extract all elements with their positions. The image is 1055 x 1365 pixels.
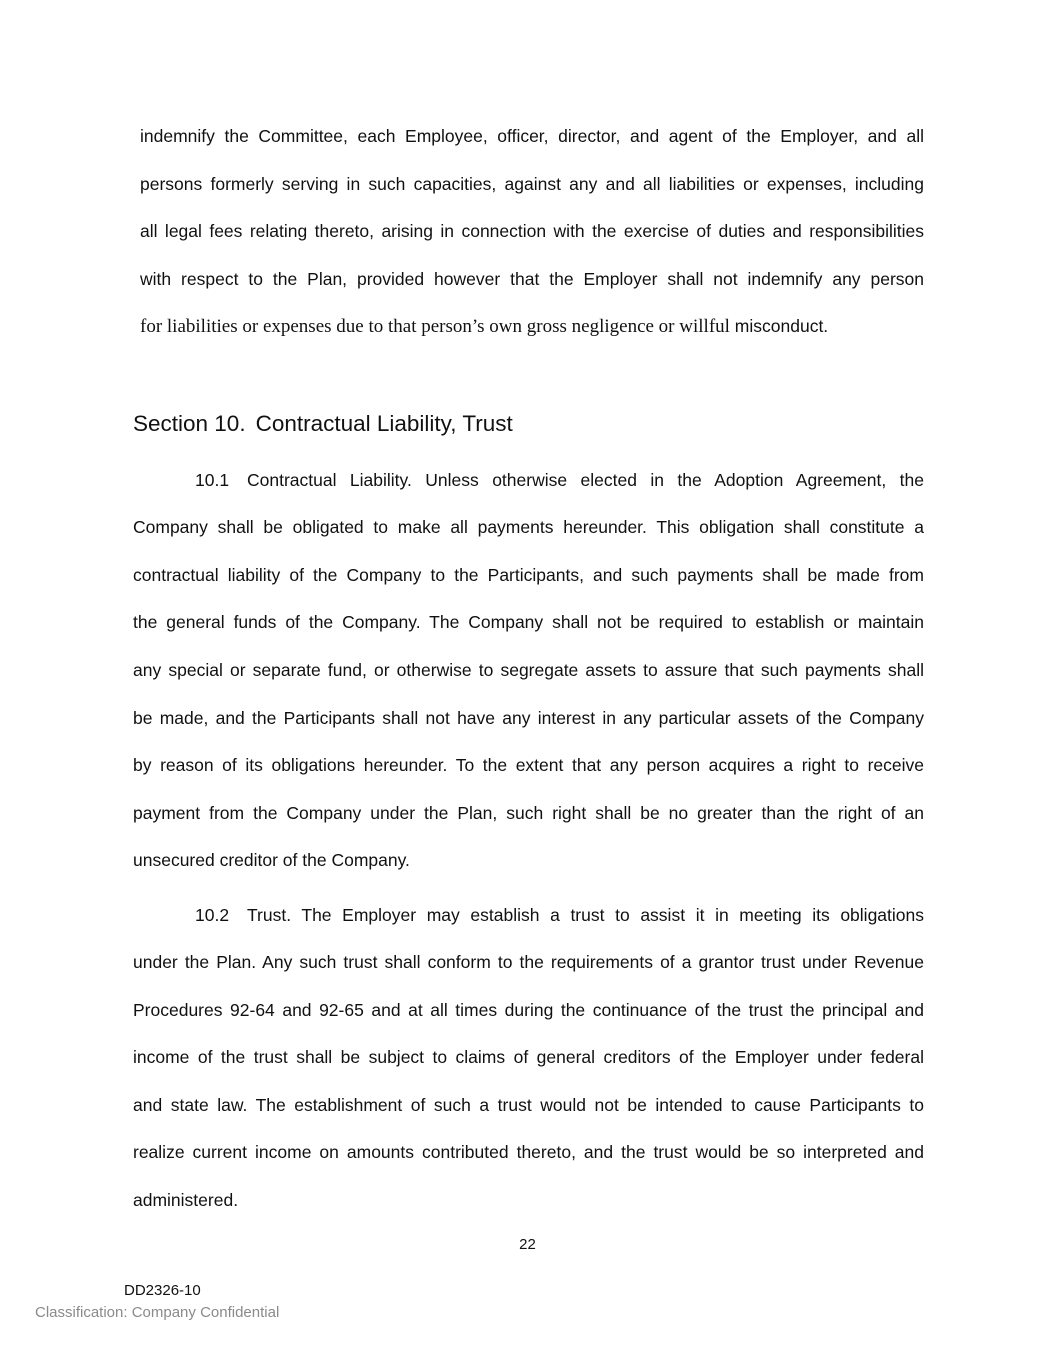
text-run: Trust. The Employer may establish a trust to assist it in meeting its obligations — [247, 905, 924, 925]
body-text-line: any special or separate fund, or otherwise to segregate assets to assure that such payments shall — [133, 660, 924, 680]
body-text-line: contractual liability of the Company to the Participants, and such payments shall be made from — [133, 565, 924, 585]
text-run: Contractual Liability. Unless otherwise elected in the Adoption Agreement, the — [247, 470, 924, 490]
paragraph-10-2-first-line — [195, 905, 924, 925]
section-heading — [133, 410, 513, 438]
paragraph-10-1-first-line — [195, 470, 924, 490]
serif-text-run: for liabilities or expenses due to that person’s own gross negligence or willful — [140, 316, 730, 337]
body-text-line: with respect to the Plan, provided however that the Employer shall not indemnify any person — [140, 269, 924, 289]
body-text-line: and state law. The establishment of such a trust would not be intended to cause Participants to — [133, 1095, 924, 1115]
body-text-line: all legal fees relating thereto, arising in connection with the exercise of duties and responsibilities — [140, 221, 924, 241]
body-text-line: by reason of its obligations hereunder. To the extent that any person acquires a right to receive — [133, 755, 924, 775]
body-text-last-line: administered. — [133, 1190, 239, 1210]
page-number: 22 — [519, 1236, 536, 1253]
text-run: misconduct. — [729, 316, 829, 336]
section-label: Section 10. — [133, 411, 246, 436]
body-text-line: indemnify the Committee, each Employee, officer, director, and agent of the Employer, and all — [140, 126, 924, 146]
paragraph-number: 10.2 — [195, 905, 230, 925]
classification-label: Classification: Company Confidential — [35, 1304, 280, 1321]
body-text-line: under the Plan. Any such trust shall conform to the requirements of a grantor trust under Revenue — [133, 952, 924, 972]
section-title: Contractual Liability, Trust — [255, 411, 513, 436]
paragraph-number: 10.1 — [195, 470, 230, 490]
body-text-line: realize current income on amounts contributed thereto, and the trust would be so interpreted and — [133, 1142, 924, 1162]
document-id: DD2326-10 — [124, 1282, 201, 1299]
body-text-line: persons formerly serving in such capacities, against any and all liabilities or expenses, including — [140, 174, 924, 194]
body-text-line: Company shall be obligated to make all payments hereunder. This obligation shall constitute a — [133, 517, 924, 537]
body-text-last-line — [140, 316, 924, 337]
body-text-line: payment from the Company under the Plan, such right shall be no greater than the right of an — [133, 803, 924, 823]
body-text-line: the general funds of the Company. The Company shall not be required to establish or maintain — [133, 612, 924, 632]
body-text-line: Procedures 92-64 and 92-65 and at all times during the continuance of the trust the principal and — [133, 1000, 924, 1020]
body-text-line: income of the trust shall be subject to claims of general creditors of the Employer under federal — [133, 1047, 924, 1067]
body-text-last-line: unsecured creditor of the Company. — [133, 850, 410, 870]
body-text-line: be made, and the Participants shall not have any interest in any particular assets of the Company — [133, 708, 924, 728]
